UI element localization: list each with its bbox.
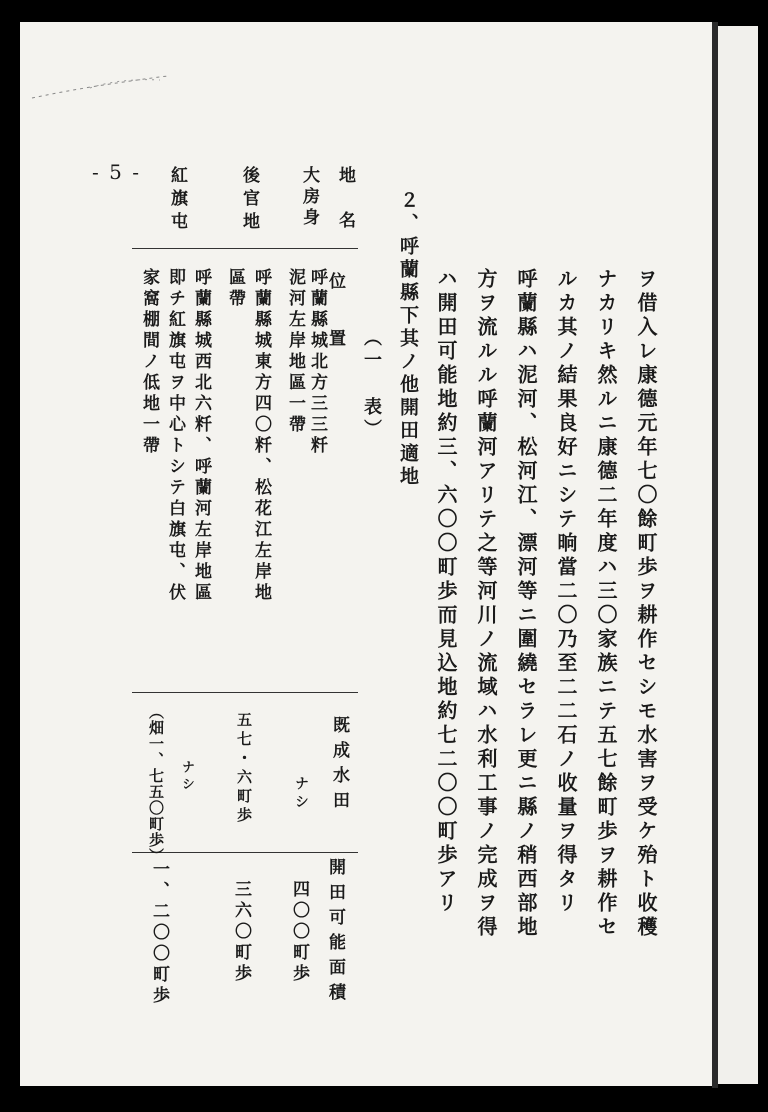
row-2-name: 後官地 — [239, 166, 259, 235]
row-1-cultivable-area: 四〇〇町歩 — [289, 880, 309, 985]
page-number: - 5 - — [92, 160, 141, 184]
body-line-4: 呼蘭縣ハ泥河、松河江、漂河等ニ圍繞セラレ更ニ縣ノ稍西部地 — [514, 268, 538, 940]
row-3-location-2: 即チ紅旗屯ヲ中心トシテ白旗屯、伏 — [165, 268, 185, 604]
row-3-existing-paddy-2: （畑一、七五〇町歩） — [147, 704, 165, 864]
adjacent-page — [718, 26, 758, 1084]
header-existing-paddy: 既成水田 — [329, 716, 349, 816]
table-rule-middle — [132, 692, 358, 693]
row-2-location-2: 區帶 — [225, 268, 245, 310]
row-2-cultivable-area: 三六〇町歩 — [231, 880, 251, 985]
body-line-5: 方ヲ流ルル呼蘭河アリテ之等河川ノ流域ハ水利工事ノ完成ヲ得 — [474, 268, 498, 940]
row-1-location-2: 泥河左岸地區一帶 — [285, 268, 305, 436]
section-heading: ２、呼蘭縣下其ノ他開田適地 — [397, 190, 419, 489]
pencil-mark — [30, 66, 170, 106]
header-cultivable-area: 開田可能面積 — [325, 858, 345, 1008]
header-location: 位置 — [325, 272, 345, 386]
row-1-existing-paddy: ナシ — [293, 776, 309, 812]
body-line-1: ヲ借入レ康德元年七〇餘町歩ヲ耕作セシモ水害ヲ受ケ殆ト收穫 — [634, 268, 658, 940]
row-3-name: 紅旗屯 — [167, 166, 187, 235]
row-2-existing-paddy: 五七・六町歩 — [235, 712, 253, 826]
row-3-existing-paddy-1: ナシ — [179, 760, 194, 794]
table-rule-lower — [132, 852, 358, 853]
row-3-location-1: 呼蘭縣城西北六粁、呼蘭河左岸地區 — [191, 268, 211, 604]
row-1-location-1: 呼蘭縣城北方三三粁 — [307, 268, 327, 457]
row-3-location-3: 家窩棚間ノ低地一帶 — [139, 268, 159, 457]
table-caption: （一 表） — [361, 328, 382, 441]
body-line-3: ルカ其ノ結果良好ニシテ晌當二〇乃至二二石ノ收量ヲ得タリ — [554, 268, 578, 916]
table-rule-header — [132, 248, 358, 249]
row-2-location-1: 呼蘭縣城東方四〇粁、松花江左岸地 — [251, 268, 271, 604]
header-name: 地名 — [335, 166, 355, 256]
row-1-name: 大房身 — [299, 166, 319, 229]
row-3-cultivable-area: 一、二〇〇町歩 — [149, 860, 169, 1007]
body-line-6: ハ開田可能地約三、六〇〇町歩而見込地約七二〇〇町歩アリ — [434, 268, 458, 916]
body-line-2: ナカリキ然ルニ康德二年度ハ三〇家族ニテ五七餘町歩ヲ耕作セ — [594, 268, 618, 940]
